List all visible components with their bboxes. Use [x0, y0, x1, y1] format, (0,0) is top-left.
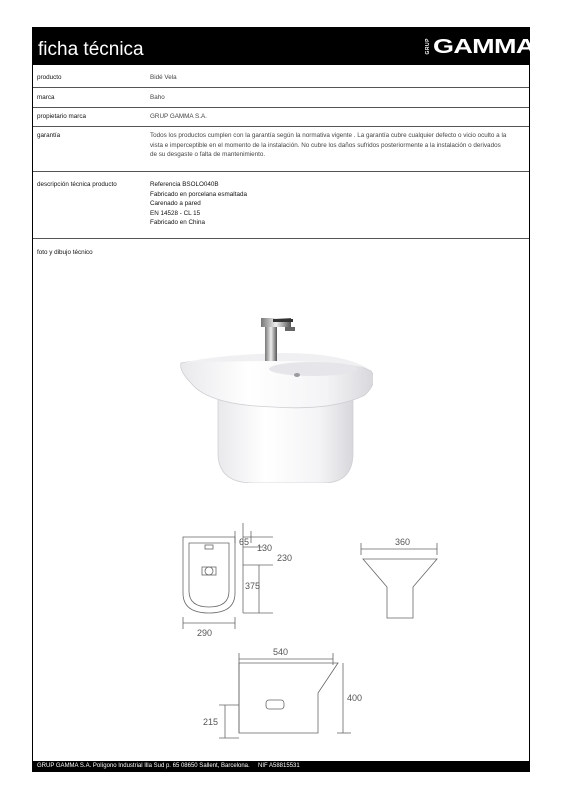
page-title: ficha técnica: [38, 39, 144, 60]
dim-215: 215: [203, 717, 219, 727]
value-descripcion: [150, 180, 526, 228]
label-propietario: propietario marca: [37, 113, 86, 120]
technical-drawing: [173, 493, 523, 758]
divider: [33, 238, 529, 239]
value-propietario: GRUP GAMMA S.A.: [150, 113, 207, 120]
dim-540: 540: [273, 647, 289, 657]
descripcion-line: Fabricado en porcelana esmaltada: [150, 190, 247, 198]
dim-290: 290: [197, 628, 213, 638]
garantia-line: de su desgaste o falta de mantenimiento.: [150, 151, 266, 159]
label-foto: foto y dibujo técnico: [37, 249, 93, 256]
spec-sheet: [32, 27, 535, 772]
label-producto: producto: [37, 74, 62, 81]
header-bar: [33, 28, 535, 65]
garantia-line: Todos los productos cumplen con la garantía según la normativa vigente . La garantía cubre cualquier defecto o vicio oculto a la: [150, 132, 507, 139]
label-marca: marca: [37, 94, 55, 101]
dim-130: 130: [257, 543, 273, 553]
brand-logo-name: GAMMA: [433, 36, 535, 58]
dim-400: 400: [347, 693, 363, 703]
value-producto: Bidé Vela: [150, 74, 177, 81]
brand-logo-small: GRUP: [425, 38, 431, 55]
brand-logo: [425, 36, 535, 58]
label-descripcion: descripción técnica producto: [37, 181, 117, 188]
garantia-line: vista e imperceptible en el momento de la instalación. No cubre los daños sufridos posteriormente a la instalación o derivados: [150, 141, 501, 149]
value-marca: Baho: [150, 94, 165, 101]
dim-360: 360: [395, 537, 411, 547]
value-garantia: [150, 131, 526, 160]
divider: [33, 126, 529, 127]
product-photo: [173, 283, 373, 483]
footer-bar: GRUP GAMMA S.A. Polígono Industrial Illa Sud p. 65 08650 Sallent, Barcelona. NIF A58815531: [33, 761, 529, 771]
descripcion-line: EN 14528 - CL 15: [150, 209, 201, 217]
descripcion-line: Referencia BSOLO040B: [150, 181, 219, 188]
label-garantia: garantía: [37, 132, 61, 139]
dim-230: 230: [277, 553, 293, 563]
divider: [33, 87, 529, 88]
divider: [33, 107, 529, 108]
divider: [33, 171, 529, 172]
descripcion-line: Carenado a pared: [150, 200, 201, 208]
descripcion-line: Fabricado en China: [150, 219, 205, 227]
dim-375: 375: [245, 581, 261, 591]
dim-65: 65: [239, 537, 250, 547]
